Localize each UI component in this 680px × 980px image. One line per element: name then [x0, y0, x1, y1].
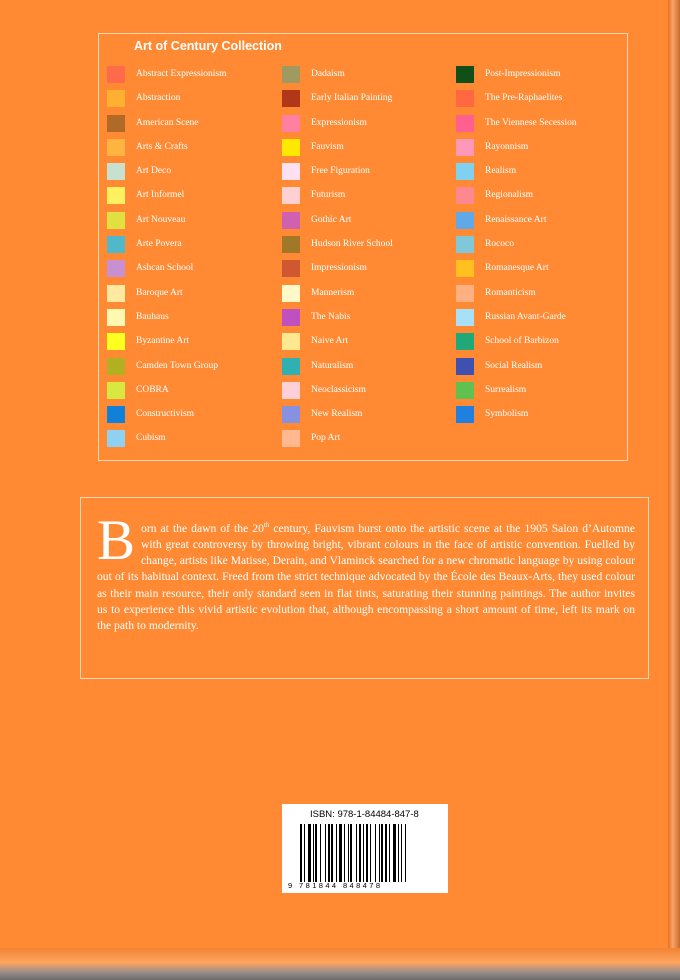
- collection-item-label: Social Realism: [485, 360, 543, 371]
- barcode-bar: [385, 824, 387, 882]
- blurb-text: [97, 509, 636, 634]
- color-swatch: [282, 260, 300, 277]
- blurb-part-2: century, Fauvism burst onto the artistic scene at the 1905 Salon d’Automne with great controversy by throwing bright, vibrant colours in the face of artistic convention. Fuelled by change, artists like Matisse, Derain, and Vlaminck searched for a new chromatic language by using colour out of its habitual context. Freed from the strict technique advocated by the École des Beaux-Arts, they used colour as their main resource, their only standard seen in flat tints, saturating their stunning paintings. The author invites us to experience this vivid artistic evolution that, although encompassing a short amount of time, left its mark on the path to modernity.: [97, 521, 636, 633]
- barcode-bar: [350, 824, 352, 882]
- collection-item-label: Mannerism: [311, 287, 355, 298]
- collection-item-label: Rayonnism: [485, 141, 529, 152]
- collection-item-label: Pop Art: [311, 433, 341, 444]
- drop-cap: B: [97, 509, 136, 572]
- collection-item-label: Camden Town Group: [136, 360, 219, 371]
- collection-item-label: Expressionism: [311, 117, 367, 128]
- collection-item-label: Regionalism: [485, 190, 534, 201]
- barcode-bars: [300, 824, 440, 882]
- color-swatch: [107, 66, 125, 83]
- collection-item-label: Arte Povera: [136, 239, 182, 250]
- color-swatch: [456, 236, 474, 253]
- collection-item-label: The Pre-Raphaelites: [485, 93, 563, 104]
- collection-item-label: American Scene: [136, 117, 199, 128]
- barcode-bar: [366, 824, 368, 882]
- collection-item-label: Dadaism: [311, 69, 345, 79]
- color-swatch: [107, 382, 125, 399]
- isbn-text: ISBN: 978-1-84484-847-8: [310, 809, 419, 820]
- collection-item-label: Fauvism: [311, 141, 344, 152]
- collection-item-label: Naive Art: [311, 336, 349, 347]
- collection-item-label: Romanticism: [485, 287, 536, 298]
- barcode-bar: [336, 824, 337, 882]
- collection-item-label: Arts & Crafts: [136, 141, 188, 152]
- color-swatch: [282, 139, 300, 156]
- barcode-bar: [339, 824, 342, 882]
- isbn-barcode-label: [282, 804, 448, 893]
- collection-item-label: Abstract Expressionism: [136, 69, 227, 79]
- barcode-bar: [405, 824, 406, 882]
- barcode-bar: [381, 824, 383, 882]
- color-swatch: [456, 260, 474, 277]
- color-swatch: [107, 406, 125, 423]
- collection-panel: [98, 33, 628, 461]
- color-swatch: [282, 309, 300, 326]
- color-swatch: [282, 333, 300, 350]
- color-swatch: [107, 309, 125, 326]
- collection-item-label: Gothic Art: [311, 214, 352, 225]
- collection-item-label: Impressionism: [311, 263, 367, 274]
- barcode-bar: [389, 824, 390, 882]
- collection-title: Art of Century Collection: [134, 39, 282, 53]
- color-swatch: [456, 66, 474, 83]
- color-swatch: [456, 382, 474, 399]
- barcode-bar: [325, 824, 326, 882]
- collection-item-label: The Nabis: [311, 311, 351, 322]
- barcode-bar: [363, 824, 364, 882]
- barcode-bar: [379, 824, 380, 882]
- blurb-superscript: th: [263, 521, 270, 529]
- collection-item-label: Surrealism: [485, 384, 527, 395]
- color-swatch: [282, 66, 300, 83]
- color-swatch: [456, 212, 474, 229]
- color-swatch: [107, 139, 125, 156]
- book-edge-right: [668, 0, 680, 980]
- collection-item-label: Byzantine Art: [136, 336, 190, 347]
- collection-item-label: Naturalism: [311, 360, 354, 371]
- collection-item-label: The Viennese Secession: [485, 117, 577, 128]
- color-swatch: [107, 333, 125, 350]
- color-swatch: [282, 187, 300, 204]
- color-swatch: [456, 139, 474, 156]
- color-swatch: [107, 187, 125, 204]
- color-swatch: [456, 90, 474, 107]
- color-swatch: [456, 358, 474, 375]
- color-swatch: [282, 115, 300, 132]
- barcode-digits: 9 781844 848478: [288, 881, 383, 890]
- collection-item-label: Realism: [485, 166, 517, 177]
- color-swatch: [282, 90, 300, 107]
- collection-item-label: Baroque Art: [136, 287, 183, 298]
- color-swatch: [107, 285, 125, 302]
- color-swatch: [107, 115, 125, 132]
- color-swatch: [282, 163, 300, 180]
- barcode-bar: [313, 824, 314, 882]
- color-swatch: [282, 358, 300, 375]
- book-edge-bottom: [0, 948, 680, 980]
- color-swatch: [282, 406, 300, 423]
- color-swatch: [456, 406, 474, 423]
- barcode-bar: [359, 824, 361, 882]
- color-swatch: [282, 236, 300, 253]
- barcode-bar: [331, 824, 333, 882]
- barcode-bar: [401, 824, 402, 882]
- collection-item-label: Abstraction: [136, 93, 181, 104]
- collection-item-label: Post-Impressionism: [485, 69, 561, 79]
- collection-item-label: Cubism: [136, 433, 166, 444]
- collection-item-label: Symbolism: [485, 409, 529, 420]
- blurb-part-1: orn at the dawn of the 20: [141, 521, 264, 535]
- barcode-bar: [370, 824, 371, 882]
- color-swatch: [456, 163, 474, 180]
- barcode-bar: [304, 824, 305, 882]
- collection-item-label: Russian Avant-Garde: [485, 311, 566, 322]
- color-swatch: [456, 309, 474, 326]
- collection-item-label: Bauhaus: [136, 311, 169, 322]
- barcode-bar: [328, 824, 330, 882]
- color-swatch: [282, 212, 300, 229]
- color-swatch: [107, 212, 125, 229]
- collection-item-label: Constructivism: [136, 409, 195, 420]
- color-swatch: [107, 430, 125, 447]
- color-swatch: [107, 358, 125, 375]
- color-swatch: [107, 90, 125, 107]
- color-swatch: [456, 333, 474, 350]
- barcode-bar: [398, 824, 399, 882]
- color-swatch: [107, 236, 125, 253]
- collection-item-label: Art Informel: [136, 190, 185, 201]
- barcode-bar: [300, 824, 302, 882]
- color-swatch: [107, 260, 125, 277]
- collection-item-label: Free Figuration: [311, 166, 370, 177]
- color-swatch: [456, 115, 474, 132]
- collection-item-label: Art Deco: [136, 166, 172, 177]
- collection-item-label: Art Nouveau: [136, 214, 186, 225]
- blurb-panel: [80, 497, 649, 679]
- barcode-bar: [315, 824, 317, 882]
- collection-item-label: Rococo: [485, 239, 515, 250]
- collection-item-label: Ashcan School: [136, 263, 194, 274]
- collection-item-label: Neoclassicism: [311, 384, 366, 395]
- barcode-bar: [344, 824, 345, 882]
- collection-item-label: Romanesque Art: [485, 263, 549, 274]
- barcode-bar: [393, 824, 396, 882]
- collection-item-label: New Realism: [311, 409, 363, 420]
- collection-item-label: School of Barbizon: [485, 336, 559, 347]
- collection-item-label: Early Italian Painting: [311, 93, 393, 104]
- collection-item-label: Futurism: [311, 190, 346, 201]
- barcode-bar: [356, 824, 357, 882]
- barcode-bar: [308, 824, 311, 882]
- color-swatch: [456, 187, 474, 204]
- collection-item-label: Hudson River School: [311, 239, 393, 250]
- color-swatch: [107, 163, 125, 180]
- color-swatch: [456, 285, 474, 302]
- barcode-bar: [348, 824, 349, 882]
- barcode-bar: [320, 824, 321, 882]
- barcode-bar: [375, 824, 376, 882]
- color-swatch: [282, 285, 300, 302]
- color-swatch: [282, 382, 300, 399]
- color-swatch: [282, 430, 300, 447]
- collection-item-label: COBRA: [136, 384, 169, 395]
- collection-item-label: Renaissance Art: [485, 214, 547, 225]
